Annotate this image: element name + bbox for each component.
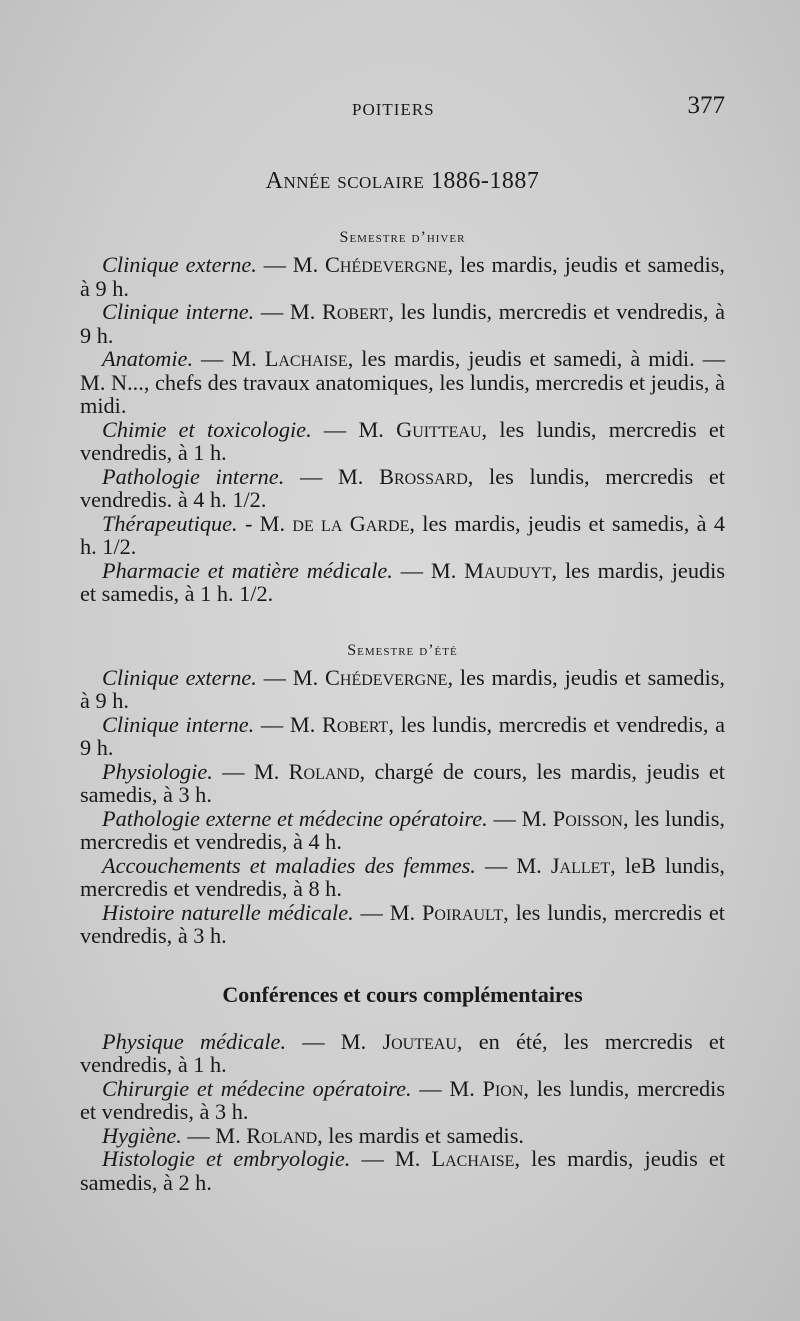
course-subject: Clinique externe. (102, 252, 257, 277)
course-schedule: , les lundis, mercredis et vendredis, à 1 h. (80, 416, 725, 465)
winter-semester-heading: Semestre d’hiver (339, 229, 466, 246)
course-subject: Histologie et embryologie. (102, 1146, 351, 1171)
professor-name: Poisson (552, 805, 623, 831)
course-entry (80, 901, 725, 948)
professor-name: Robert (321, 711, 389, 737)
course-schedule: , les lundis, mercredis et vendredis, à 4 h. (80, 805, 725, 854)
course-schedule: , leB lundis, mercredis et vendredis, à 8 h. (80, 852, 725, 901)
course-subject: Histoire naturelle médicale. (102, 899, 354, 925)
running-head: POITIERS (352, 100, 435, 119)
professor-name: de la Garde (292, 510, 410, 536)
course-entry (80, 347, 725, 418)
entry-separator: — M. (350, 1146, 432, 1171)
course-schedule: , les mardis, jeudis et samedis, à 1 h. 1/2. (80, 557, 725, 606)
entry-separator: — M. (392, 557, 465, 583)
professor-name: Jouteau (382, 1028, 457, 1054)
title-prefix: Année scolaire (265, 168, 425, 194)
course-entry (80, 713, 725, 760)
course-entry (80, 253, 725, 300)
entry-separator: — M. (353, 899, 422, 925)
entry-separator: — M. (193, 346, 265, 371)
professor-name: Roland (246, 1122, 318, 1148)
entry-separator: — M. (411, 1075, 483, 1101)
conferences-heading: Conférences et cours complémentaires (222, 981, 583, 1007)
professor-name: Poirault (421, 899, 504, 925)
entry-separator: — M. (254, 711, 322, 737)
course-subject: Pathologie externe et médecine opératoire. (102, 805, 488, 831)
course-subject: Pathologie interne. (102, 463, 285, 489)
summer-course-list (80, 666, 725, 948)
course-subject: Accouchements et maladies des femmes. (102, 852, 476, 878)
professor-name: Mauduyt (464, 557, 552, 583)
course-entry (80, 465, 725, 512)
professor-name: Brossard (379, 463, 468, 489)
course-schedule: , les lundis, mercredis et vendredis. à 4 h. 1/2. (80, 463, 725, 512)
professor-name: Lachaise (431, 1146, 515, 1171)
conferences-list (80, 1030, 725, 1195)
course-subject: Thérapeutique. (102, 510, 238, 536)
page-header (80, 92, 725, 132)
entry-separator: — M. (254, 299, 322, 324)
course-subject: Chimie et toxicologie. (102, 416, 312, 442)
entry-separator: — M. (475, 852, 551, 878)
entry-separator: — M. (181, 1122, 247, 1148)
entry-separator: - M. (237, 510, 293, 536)
course-schedule: , les lundis, mercredis et vendredis, à 3 h. (80, 899, 725, 948)
course-subject: Physiologie. (102, 758, 213, 784)
course-schedule: , les mardis, jeudis et samedis, à 9 h. (80, 252, 726, 301)
entry-separator: — M. (256, 252, 326, 277)
course-entry (80, 1124, 725, 1148)
professor-name: Pion (482, 1075, 524, 1101)
professor-name: Chédevergne (325, 252, 448, 277)
summer-semester-heading: Semestre d’été (347, 641, 458, 659)
page-body (80, 168, 725, 1194)
course-entry (80, 418, 725, 465)
course-entry (80, 300, 725, 347)
entry-separator: — M. (212, 758, 289, 784)
course-schedule: , les mardis, jeudis et samedi, à midi. — M. N..., chefs des travaux anatomiques, les lundis, mercredis et jeudis, à midi. (80, 346, 725, 418)
course-subject: Hygiène. (102, 1122, 182, 1148)
course-schedule: , les lundis, mercredis et vendredis, à 9 h. (80, 299, 725, 348)
course-schedule: , chargé de cours, les mardis, jeudis et samedis, à 3 h. (80, 758, 725, 807)
entry-separator: — M. (256, 664, 326, 690)
course-entry (80, 512, 725, 559)
course-subject: Pharmacie et matière médicale. (102, 557, 393, 583)
course-schedule: , les lundis, mercredis et vendredis, à 3 h. (80, 1075, 725, 1124)
course-subject: Chirurgie et médecine opératoire. (102, 1075, 412, 1101)
course-entry (80, 1030, 725, 1077)
title-years: 1886-1887 (430, 168, 540, 194)
entry-separator: — M. (286, 1028, 383, 1054)
course-schedule: , les mardis, jeudis et samedis, à 2 h. (80, 1146, 726, 1195)
professor-name: Roland (288, 758, 360, 784)
course-schedule: , les mardis et samedis. (317, 1122, 524, 1148)
entry-separator: — M. (311, 416, 397, 442)
course-schedule: , les lundis, mercredis et vendredis, a 9 h. (80, 711, 725, 760)
professor-name: Chédevergne (325, 664, 448, 690)
course-entry (80, 807, 725, 854)
course-entry (80, 666, 725, 713)
course-entry (80, 760, 725, 807)
course-subject: Clinique interne. (102, 711, 255, 737)
professor-name: Guitteau (396, 416, 482, 442)
course-subject: Clinique externe. (102, 664, 257, 690)
professor-name: Jallet (550, 852, 611, 878)
course-entry (80, 854, 725, 901)
page-number: 377 (687, 92, 725, 119)
professor-name: Lachaise (264, 346, 348, 371)
entry-separator: — M. (487, 805, 553, 831)
winter-course-list (80, 253, 725, 606)
course-entry (80, 1077, 725, 1124)
course-subject: Physique médicale. (102, 1028, 287, 1054)
course-schedule: , en été, les mercredis et vendredis, à 1 h. (80, 1028, 726, 1077)
entry-separator: — M. (284, 463, 380, 489)
school-year-title (80, 168, 725, 195)
course-entry (80, 1147, 725, 1194)
course-subject: Clinique interne. (102, 299, 255, 324)
course-subject: Anatomie. (102, 346, 194, 371)
course-schedule: , les mardis, jeudis et samedis, à 4 h. 1/2. (80, 510, 725, 559)
professor-name: Robert (321, 299, 389, 324)
course-schedule: , les mardis, jeudis et samedis, à 9 h. (80, 664, 726, 713)
course-entry (80, 559, 725, 606)
